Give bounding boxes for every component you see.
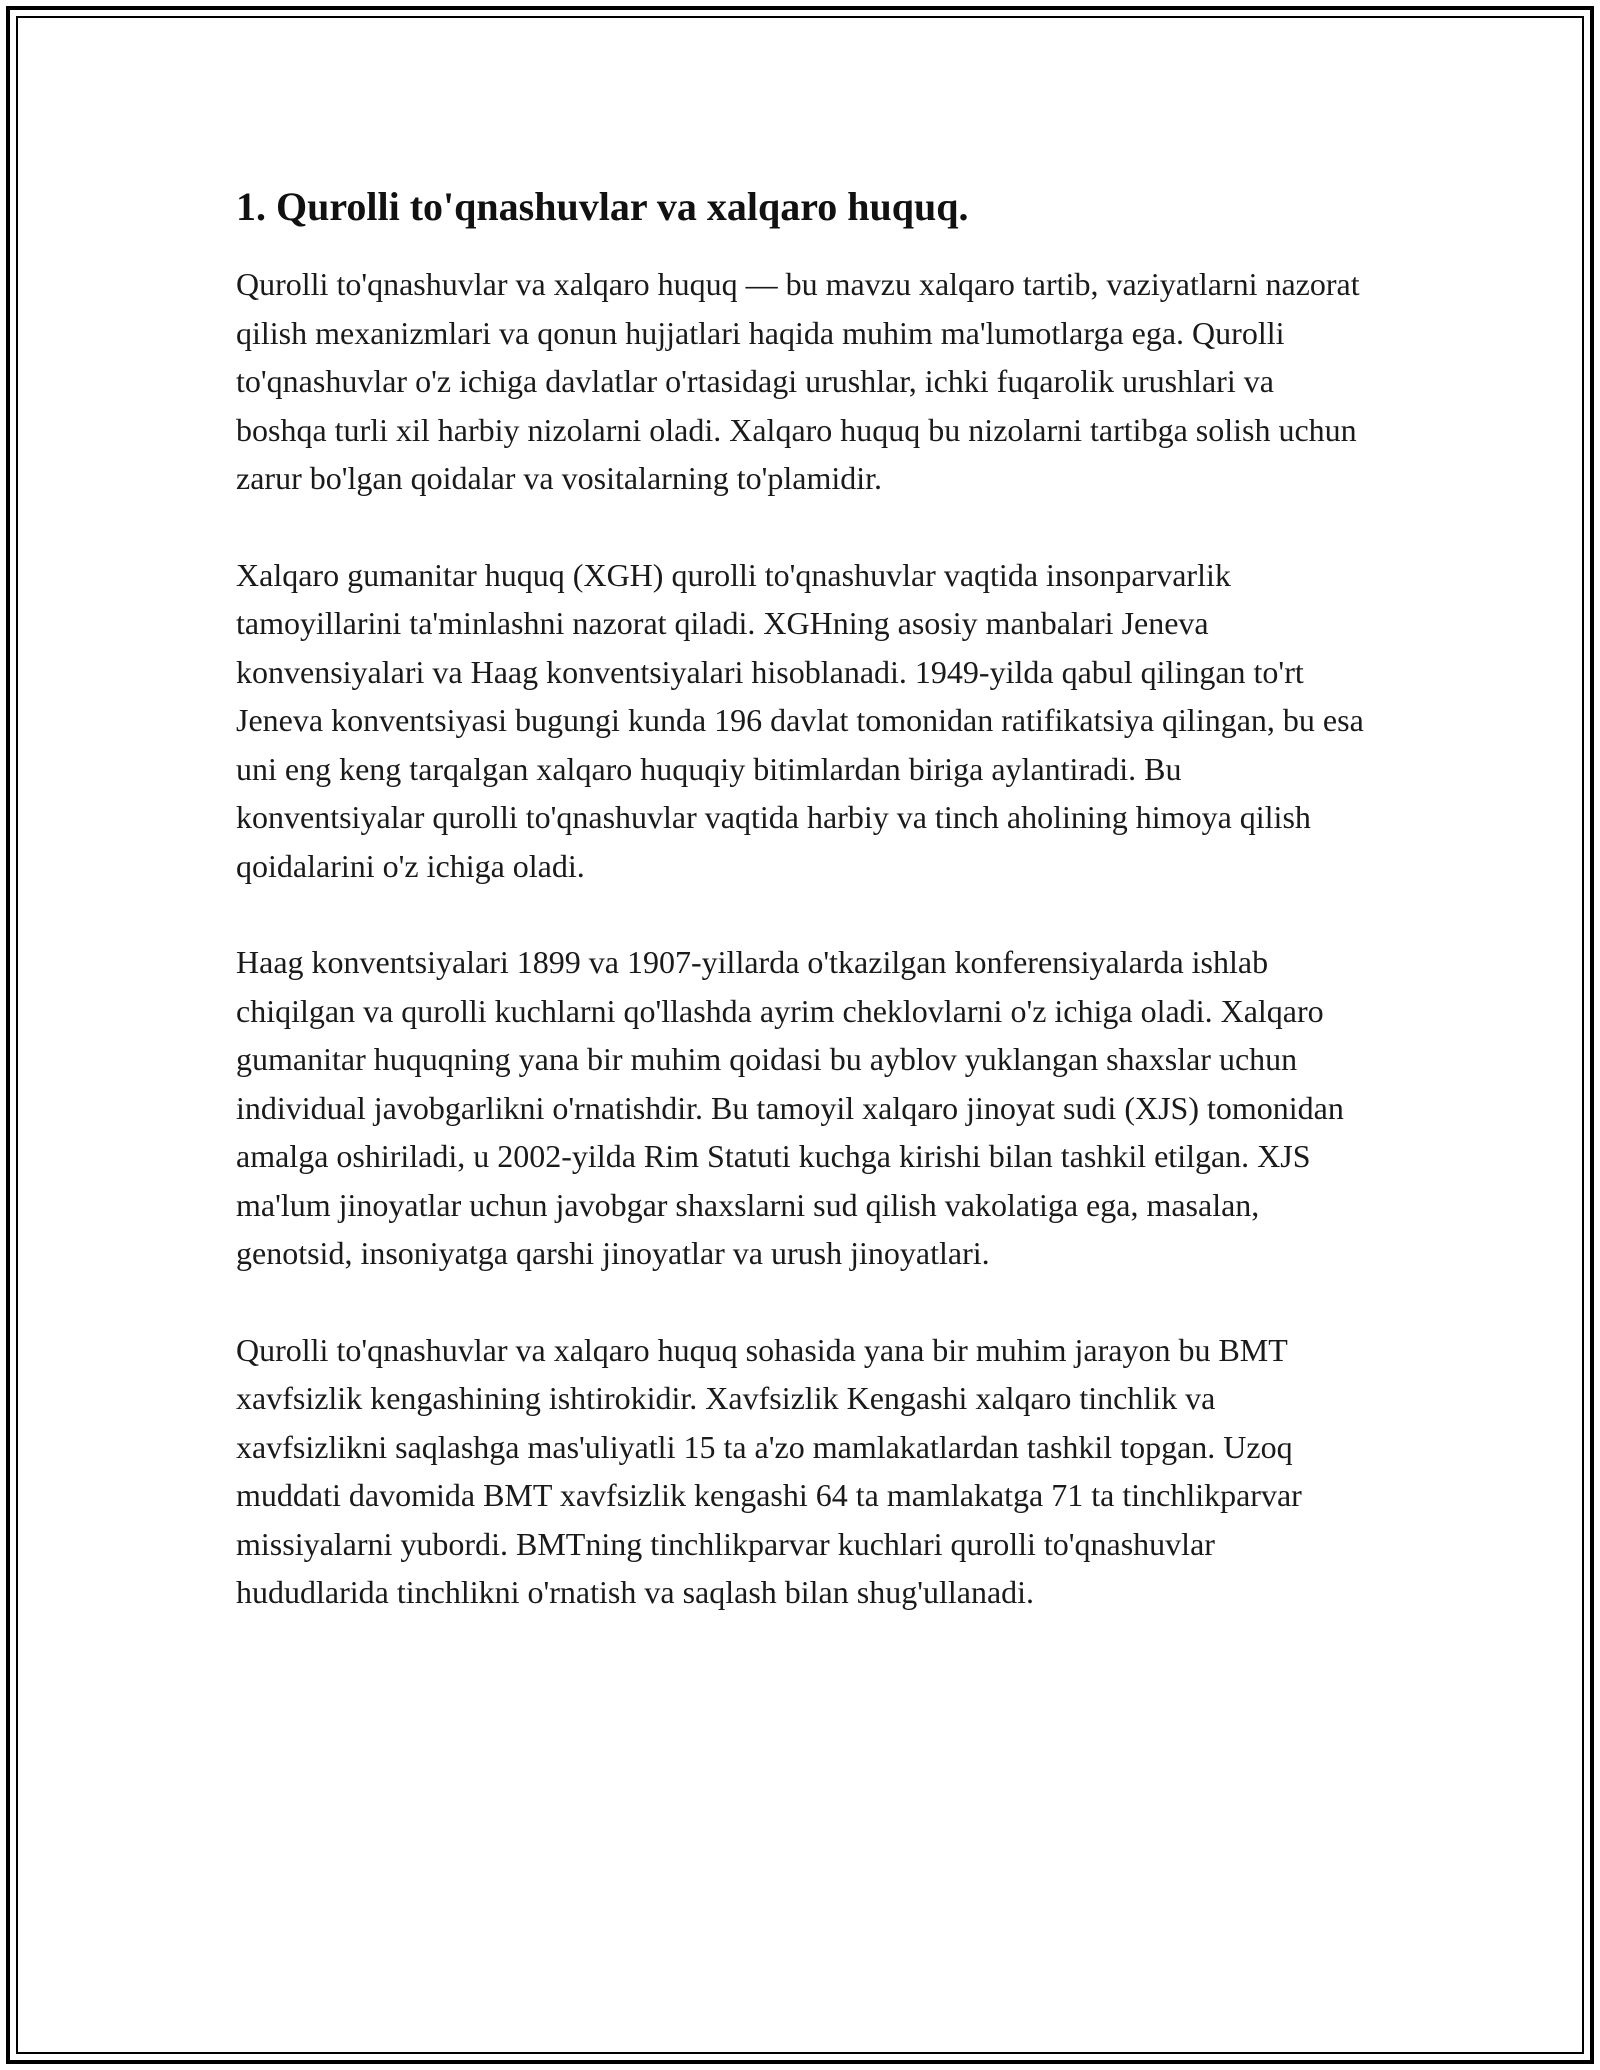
document-title: 1. Qurolli to'qnashuvlar va xalqaro huquq. xyxy=(236,184,969,229)
paragraph-security-council: Qurolli to'qnashuvlar va xalqaro huquq sohasida yana bir muhim jarayon bu BMT xavfsizlik kengashining ishtirokidir. Xavfsizlik Kengashi xalqaro tinchlik va xavfsizlikni saqlashga mas'uliyatli 15 ta a'zo mamlakatlardan tashkil topgan. Uzoq muddati davomida BMT xavfsizlik kengashi 64 ta mamlakatga 71 ta tinchlikparvar missiyalarni yubordi. BMTning tinchlikparvar kuchlari qurolli to'qnashuvlar hududlarida tinchlikni o'rnatish va saqlash bilan shug'ullanadi. xyxy=(236,1331,1302,1610)
document-body xyxy=(236,180,1366,1665)
paragraph-hague-conventions: Haag konventsiyalari 1899 va 1907-yillarda o'tkazilgan konferensiyalarda ishlab chiqilgan va qurolli kuchlarni qo'llashda ayrim cheklovlarni o'z ichiga oladi. Xalqaro gumanitar huquqning yana bir muhim qoidasi bu ayblov yuklangan shaxslar uchun individual javobgarlikni o'rnatishdir. Bu tamoyil xalqaro jinoyat sudi (XJS) tomonidan amalga oshiriladi, u 2002-yilda Rim Statuti kuchga kirishi bilan tashkil etilgan. XJS ma'lum jinoyatlar uchun javobgar shaxslarni sud qilish vakolatiga ega, masalan, genotsid, insoniyatga qarshi jinoyatlar va urush jinoyatlari. xyxy=(236,944,1344,1271)
paragraph-armed-conflicts-intro: Qurolli to'qnashuvlar va xalqaro huquq — bu mavzu xalqaro tartib, vaziyatlarni nazorat qilish mexanizmlari va qonun hujjatlari haqida muhim ma'lumotlarga ega. Qurolli to'qnashuvlar o'z ichiga davlatlar o'rtasidagi urushlar, ichki fuqarolik urushlari va boshqa turli xil harbiy nizolarni oladi. Xalqaro huquq bu nizolarni tartibga solish uchun zarur bo'lgan qoidalar va vositalarning to'plamidir. xyxy=(236,266,1360,496)
paragraph-humanitarian-law: Xalqaro gumanitar huquq (XGH) qurolli to'qnashuvlar vaqtida insonparvarlik tamoyillarini ta'minlashni nazorat qiladi. XGHning asosiy manbalari Jeneva konvensiyalari va Haag konventsiyalari hisoblanadi. 1949-yilda qabul qilingan to'rt Jeneva konventsiyasi bugungi kunda 196 davlat tomonidan ratifikatsiya qilingan, bu esa uni eng keng tarqalgan xalqaro huquqiy bitimlardan biriga aylantiradi. Bu konventsiyalar qurolli to'qnashuvlar vaqtida harbiy va tinch aholining himoya qilish qoidalarini o'z ichiga oladi. xyxy=(236,556,1364,884)
